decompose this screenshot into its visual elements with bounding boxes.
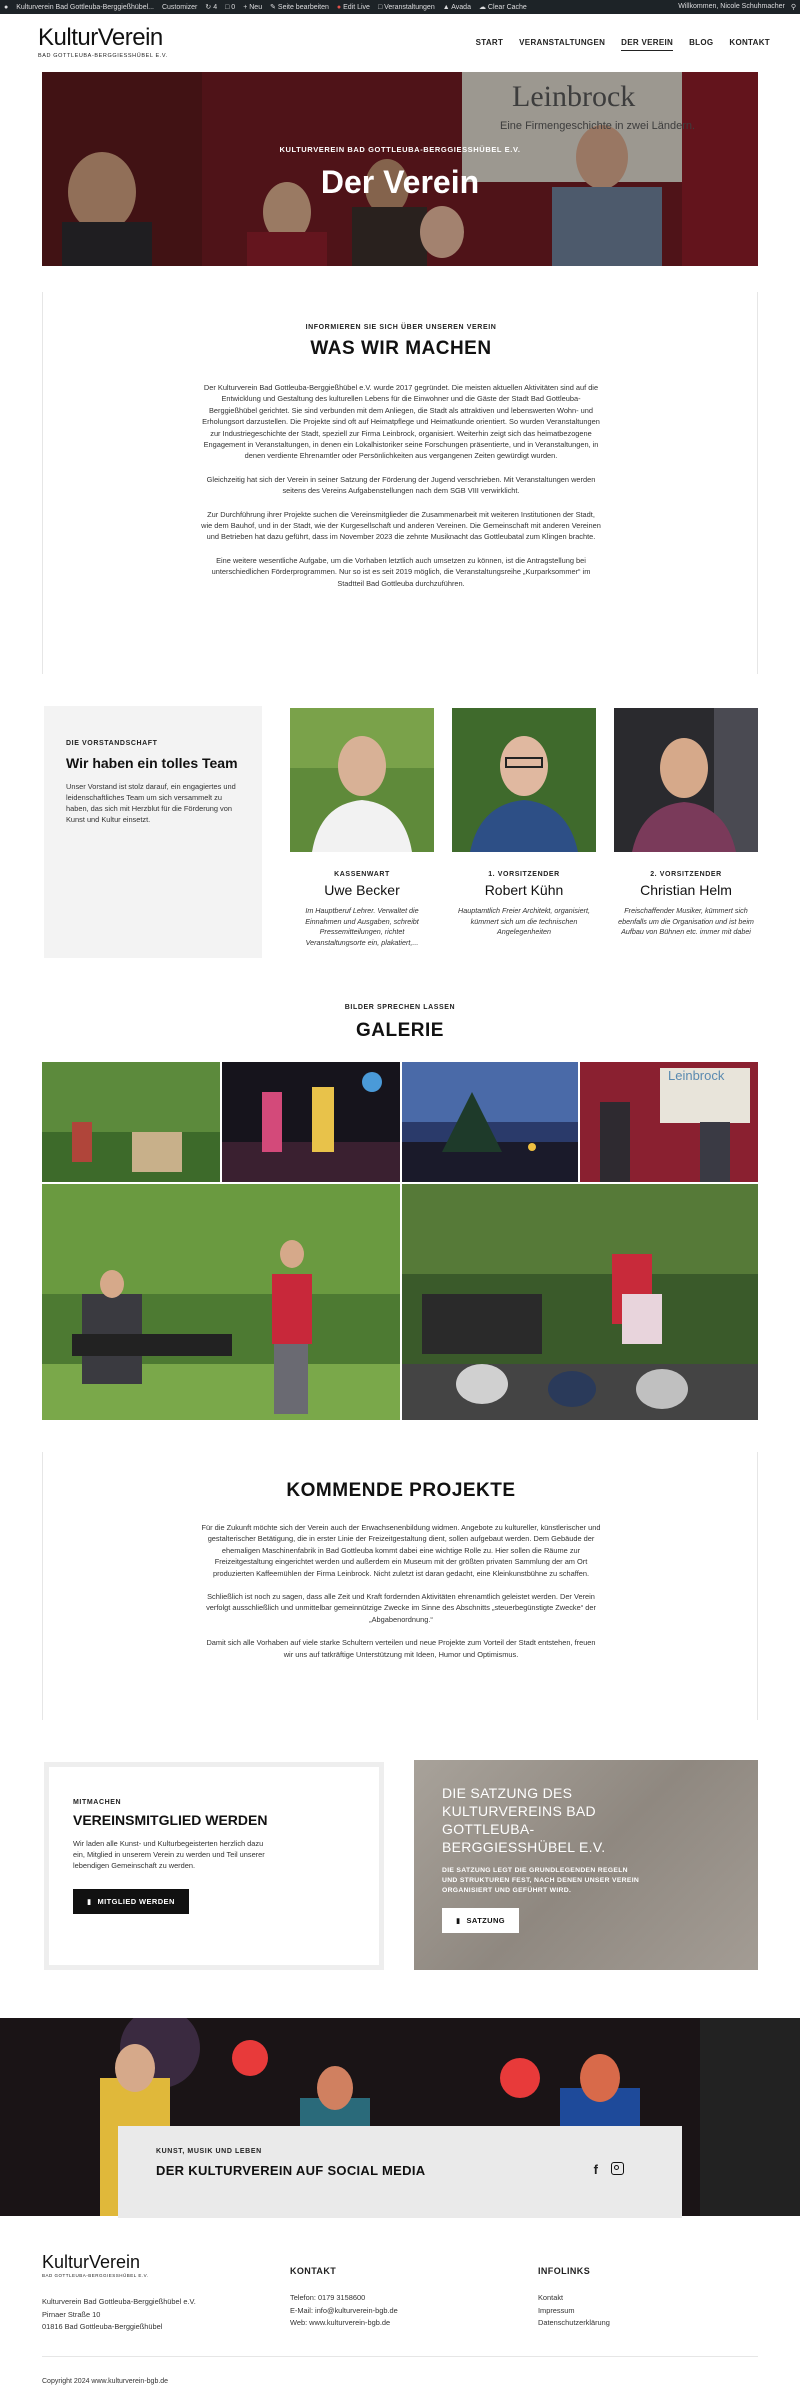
membership-kicker: MITMACHEN xyxy=(73,1799,122,1806)
admin-comments[interactable]: ↻ 4 xyxy=(205,4,218,11)
statute-button[interactable] xyxy=(442,1908,519,1933)
about-title: WAS WIR MACHEN xyxy=(310,338,492,359)
team-text: Unser Vorstand ist stolz darauf, ein engagiertes und leidenschaftliches Team um sich versammelt zu haben, das sich mit Herzblut für die Förderung von Kunst und Kultur einsetzt. xyxy=(66,782,236,824)
copyright: Copyright 2024 www.kulturverein-bgb.de xyxy=(42,2378,169,2385)
admin-customize[interactable]: Customizer xyxy=(161,3,198,11)
gallery-image[interactable] xyxy=(402,1062,578,1182)
membership-text: Wir laden alle Kunst- und Kulturbegeisterten herzlich dazu ein, Mitglied in unserem Verein zu werden und Teil unserer lebendigen Gemeinschaft zu werden. xyxy=(73,1839,265,1870)
statute-text: DIE SATZUNG LEGT DIE GRUNDLEGENDEN REGELN UND STRUKTUREN FEST, NACH DENEN UNSER VEREIN ORGANISIERT UND GEFÜHRT WIRD. xyxy=(442,1867,640,1894)
member-role: 2. VORSITZENDER xyxy=(650,871,722,878)
site-header xyxy=(0,14,800,70)
admin-events[interactable]: □ Veranstaltungen xyxy=(377,3,435,11)
footer-address-line: Pirnaer Straße 10 xyxy=(42,2309,101,2319)
member-role: KASSENWART xyxy=(334,871,390,878)
become-member-button[interactable] xyxy=(73,1889,189,1914)
about-paragraph: Zur Durchführung ihrer Projekte suchen die Vereinsmitglieder die Zusammenarbeit mit weiteren Institutionen der Stadt, wie dem Bauhof, und in der Stadt, wie der Kurgesellschaft und anderen Vereinen. Die Gemeinschaft mit anderen Vereinen und Betrieben hat dazu geführt, dass im November 2023 die zehnte Musiknacht das Gottleubatal zum Klingen brachte. xyxy=(201,509,601,542)
document-icon: ▮ xyxy=(87,1897,92,1906)
footer-contact-title: KONTAKT xyxy=(290,2266,337,2276)
nav-blog[interactable]: BLOG xyxy=(689,38,714,47)
footer-divider xyxy=(42,2356,758,2357)
become-member-label: MITGLIED WERDEN xyxy=(97,1897,175,1906)
statute-label: SATZUNG xyxy=(466,1916,506,1925)
footer-logo[interactable]: KulturVerein xyxy=(42,2252,141,2272)
member-description: Im Hauptberuf Lehrer. Verwaltet die Einnahmen und Ausgaben, schreibt Pressemitteilungen, richtet Veranstaltungsorte ein, plakatiert,... xyxy=(305,906,419,947)
gallery-image[interactable] xyxy=(402,1184,758,1420)
footer-contact xyxy=(290,2266,398,2330)
member-name: Uwe Becker xyxy=(324,882,400,898)
document-icon: ▮ xyxy=(456,1916,461,1925)
footer-phone[interactable]: Telefon: 0179 3158600 xyxy=(290,2293,366,2302)
hero-banner xyxy=(42,72,758,266)
facebook-icon[interactable]: f xyxy=(593,2162,598,2177)
projects-paragraph: Damit sich alle Vorhaben auf viele starke Schultern verteilen und neue Projekte zum Vorteil der Stadt entstehen, freuen wir uns auf tatkräftige Unterstützung mit Ideen, Humor und Optimismus. xyxy=(206,1638,596,1659)
gallery-image[interactable] xyxy=(42,1184,400,1420)
member-photo xyxy=(614,708,758,852)
search-icon[interactable]: ⚲ xyxy=(790,4,796,11)
nav-der-verein[interactable]: DER VEREIN xyxy=(621,38,673,51)
member-photo xyxy=(290,708,434,852)
membership-title: VEREINSMITGLIED WERDEN xyxy=(73,1812,268,1828)
admin-bar xyxy=(0,0,800,14)
nav-veranstaltungen[interactable]: VERANSTALTUNGEN xyxy=(519,38,606,47)
footer-link-impressum[interactable]: Impressum xyxy=(538,2305,575,2315)
member-description: Freischaffender Musiker, kümmert sich ebenfalls um die Organisation und ist beim Aufbau von Bühnen etc. immer mit dabei xyxy=(618,906,754,937)
member-photo xyxy=(452,708,596,852)
footer-infolinks xyxy=(538,2266,610,2330)
admin-edit-page[interactable]: ✎ Seite bearbeiten xyxy=(270,4,329,11)
gallery-kicker: BILDER SPRECHEN LASSEN xyxy=(344,1004,456,1011)
wordpress-icon[interactable]: ● xyxy=(4,3,9,11)
gallery-title: GALERIE xyxy=(356,1020,444,1041)
member-role: 1. VORSITZENDER xyxy=(488,871,560,878)
gallery-image[interactable] xyxy=(222,1062,400,1182)
instagram-icon[interactable] xyxy=(611,2162,624,2175)
nav-start[interactable]: START xyxy=(475,38,504,47)
member-name: Christian Helm xyxy=(640,882,732,898)
projects-text xyxy=(201,1522,601,1660)
projects-paragraph: Für die Zukunft möchte sich der Verein auch der Erwachsenenbildung widmen. Angebote zu kultureller, künstlerischer und gestalterischer Betätigung, die in erster Linie der Freizeitgestaltung dient, sollen aufgebaut werden. Dem Gebäude der ehemaligen Maschinenfabrik in Bad Gottleuba kommt dabei eine wichtige Rolle zu. Hier sollen die Räume zur Freizeitgestaltung eingerichtet werden und außerdem ein Museum mit der größten privaten Sammlung der am Ort produzierten Kaffeemühlen der Firma Leinbrock. Nicht zuletzt ist daran gedacht, eine Kleinkunstbühne zu schaffen. xyxy=(201,1523,601,1578)
projects-title: KOMMENDE PROJEKTE xyxy=(286,1480,516,1501)
nav-kontakt[interactable]: KONTAKT xyxy=(729,38,770,47)
footer-web[interactable]: Web: www.kulturverein-bgb.de xyxy=(290,2318,391,2327)
projects-paragraph: Schließlich ist noch zu sagen, dass alle Zeit und Kraft fordernden Aktivitäten ehrenamtlich geleistet werden. Der Verein verfolgt ausschließlich und unmittelbar gemeinnützige Zwecke im Sinne des Abschnitts „steuerbegünstigte Zwecke“ der „Abgabenordnung.“ xyxy=(206,1592,596,1624)
social-media-box xyxy=(118,2126,682,2218)
admin-comments-count[interactable]: □ 0 xyxy=(225,3,236,11)
admin-site-link[interactable]: Kulturverein Bad Gottleuba-Berggießhübel... xyxy=(16,3,154,11)
team-kicker: DIE VORSTANDSCHAFT xyxy=(66,740,158,747)
logo-text: KulturVerein xyxy=(38,24,163,51)
gallery-leinbrock-sign: Leinbrock xyxy=(668,1068,725,1083)
membership-card xyxy=(44,1762,384,1970)
footer-address xyxy=(42,2296,196,2334)
admin-edit-live[interactable]: ● Edit Live xyxy=(336,3,370,11)
admin-greeting[interactable]: Willkommen, Nicole Schuhmacher xyxy=(678,3,785,10)
gallery-image[interactable] xyxy=(42,1062,220,1182)
admin-new[interactable]: + Neu xyxy=(243,3,263,11)
about-text xyxy=(201,382,601,589)
about-paragraph: Gleichzeitig hat sich der Verein in seiner Satzung der Förderung der Jugend verschrieben. Mit Veranstaltungen werden seitens des Vereins Aufgabenstellungen nach dem SGB VIII verwirklicht. xyxy=(206,474,596,496)
footer-email[interactable]: E-Mail: info@kulturverein-bgb.de xyxy=(290,2305,398,2315)
main-nav xyxy=(476,38,770,51)
member-description: Hauptamtlich Freier Architekt, organisiert, kümmert sich um die technischen Angelegenheiten xyxy=(458,906,590,937)
team-member-robert-kuehn xyxy=(452,708,596,938)
team-member-christian-helm xyxy=(614,708,758,938)
team-title: Wir haben ein tolles Team xyxy=(66,755,238,771)
team-member-uwe-becker xyxy=(290,708,434,948)
page-title: Der Verein xyxy=(320,164,480,200)
logo-subtitle: BAD GOTTLEUBA-BERGGIESSHÜBEL E.V. xyxy=(38,53,168,59)
footer-info-title: INFOLINKS xyxy=(538,2266,591,2276)
footer-address-line: 01816 Bad Gottleuba-Berggießhübel xyxy=(42,2322,163,2331)
footer-brand xyxy=(42,2252,196,2334)
hero-leinbrock-subtitle: Eine Firmengeschichte in zwei Ländern. xyxy=(500,120,696,132)
member-name: Robert Kühn xyxy=(484,882,564,898)
statute-card xyxy=(414,1760,758,1970)
footer-link-kontakt[interactable]: Kontakt xyxy=(538,2293,564,2302)
hero-leinbrock-sign: Leinbrock xyxy=(512,80,636,113)
team-intro-box xyxy=(44,706,262,958)
about-paragraph: Eine weitere wesentliche Aufgabe, um die Vorhaben letztlich auch umsetzen zu können, ist die Antragstellung bei unterschiedlichen Förderprogrammen. Nur so ist es seit 2019 möglich, die Veranstaltungsreihe „Kurparksommer“ im Stadtteil Bad Gottleuba durchzuführen. xyxy=(211,555,591,588)
social-title: DER KULTURVEREIN AUF SOCIAL MEDIA xyxy=(156,2163,426,2178)
admin-avada[interactable]: ▲ Avada xyxy=(442,3,471,11)
footer-link-datenschutz[interactable]: Datenschutzerklärung xyxy=(538,2318,610,2327)
social-kicker: KUNST, MUSIK UND LEBEN xyxy=(156,2148,262,2155)
about-section xyxy=(42,292,758,674)
projects-section xyxy=(42,1452,758,1720)
about-paragraph: Der Kulturverein Bad Gottleuba-Berggießhübel e.V. wurde 2017 gegründet. Die meisten aktuellen Aktivitäten sind auf die Entwicklung und Gestaltung des kulturellen Lebens für die Einwohner und die Gäste der Stadt Bad Gottleuba-Berggießhübel gerichtet. Sie sind verbunden mit dem Anliegen, die Stadt als attraktiven und lebenswerten Wohn- und Erholungsort darzustellen. Die Projekte sind oft auf Heimatpflege und Heimatkunde orientiert. So wurden Veranstaltungen zur Industriegeschichte der Stadt, speziell zur Firma Leinbrock, organisiert. Weiterhin zeigt sich das heimatbezogene Engagement in Veranstaltungen, in denen ein Lokalhistoriker seine Forschungen präsentierte, und in Veranstaltungen, in denen verdiente Ehrenamtler oder Persönlichkeiten aus vergangenen Zeiten gewürdigt wurden. xyxy=(202,383,600,461)
footer-logo-subtitle: BAD GOTTLEUBA-BERGGIESSHÜBEL E.V. xyxy=(42,2273,149,2278)
about-kicker: INFORMIEREN SIE SICH ÜBER UNSEREN VEREIN xyxy=(305,324,497,331)
admin-clear-cache[interactable]: ☁ Clear Cache xyxy=(478,4,527,11)
hero-kicker: KULTURVEREIN BAD GOTTLEUBA-BERGGIESSHÜBEL E.V. xyxy=(279,145,521,154)
footer-address-line: Kulturverein Bad Gottleuba-Berggießhübel e.V. xyxy=(42,2297,196,2306)
site-logo[interactable] xyxy=(38,24,168,59)
statute-title: DIE SATZUNG DES KULTURVEREINS BAD GOTTLEUBA-BERGGIESSHÜBEL E.V. xyxy=(442,1785,606,1855)
